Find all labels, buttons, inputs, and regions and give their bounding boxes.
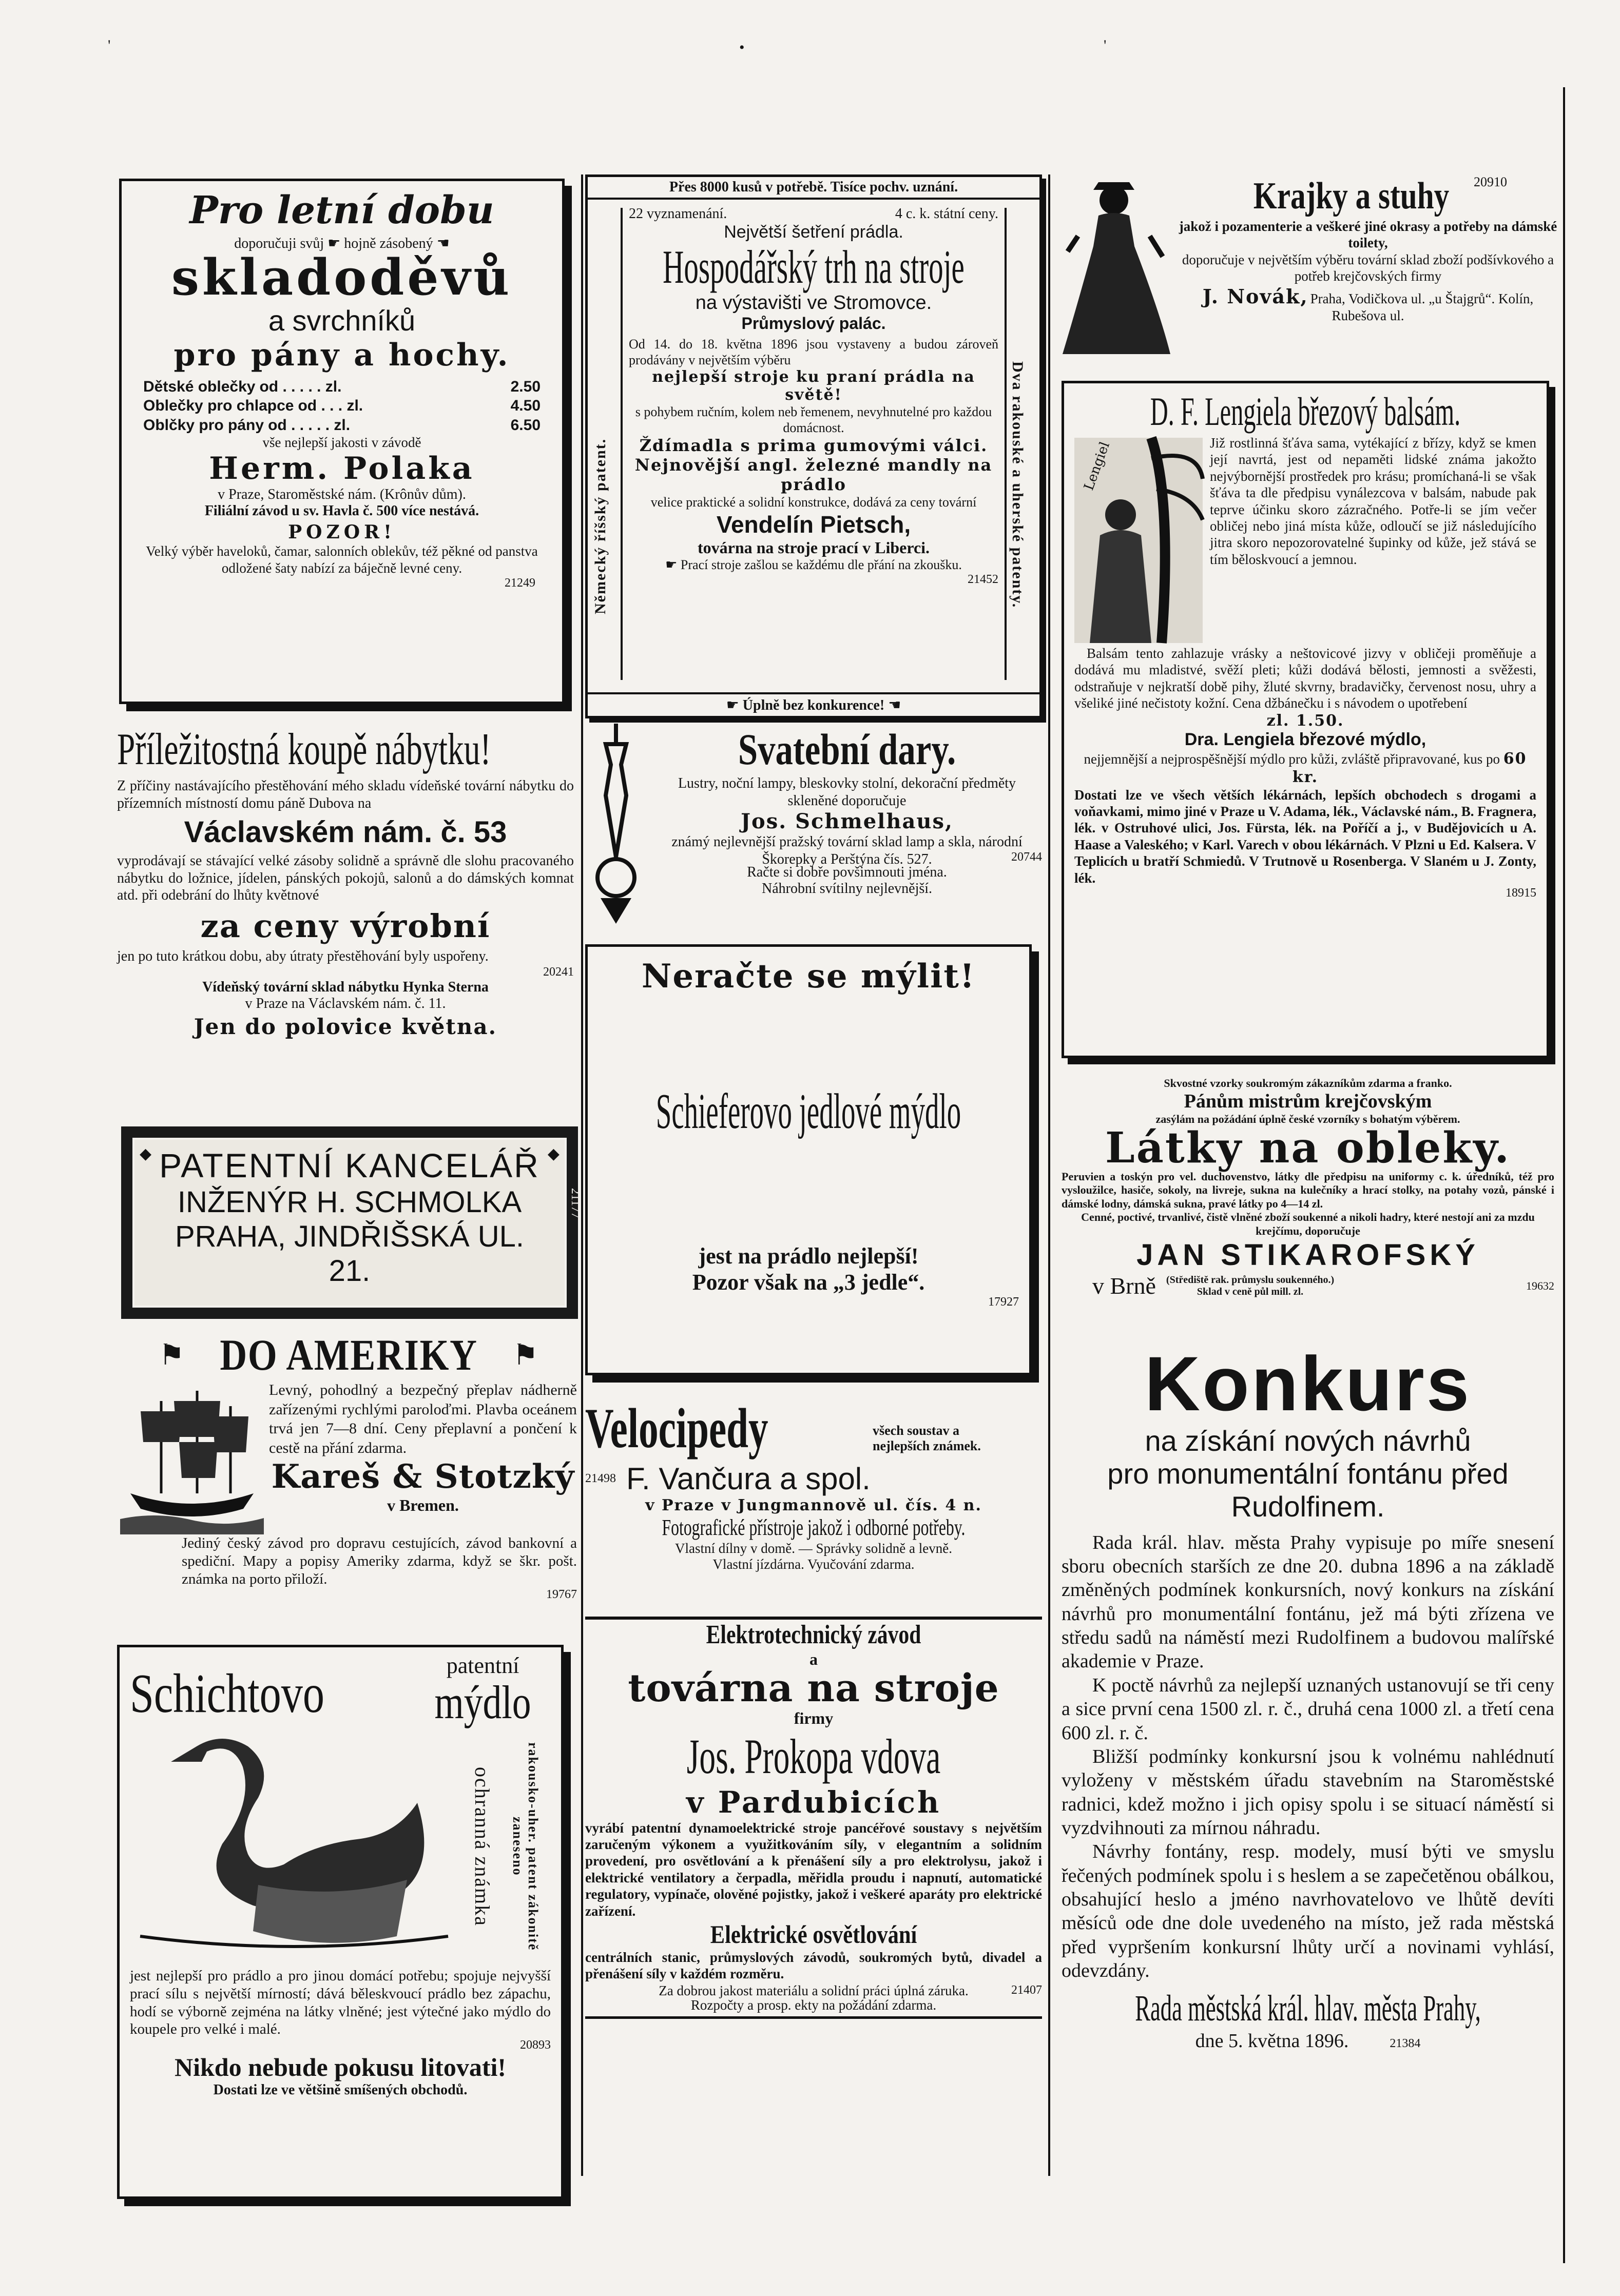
notice-subtitle: pro monumentální fontánu před [1107,1457,1509,1490]
ad-highlight: Nejnovější angl. železné mandly na prádlo [634,455,993,495]
ad-text: Z příčiny nastávajícího přestěhování mého skladu vídeňské tovární nábytku do přízemních místností domu páně Dubova na [117,778,574,811]
ad-number: 19632 [1526,1279,1554,1292]
lady-in-dress-icon [1057,180,1175,364]
firm-name: Jos. Prokopa vdova [686,1728,941,1784]
ad-top-line: Přes 8000 kusů v potřebě. Tisíce pochv. uznání. [588,177,1039,200]
ad-title: Neračte se mýlit! [641,957,976,996]
price: 60 kr. [1292,749,1527,786]
ad-closing: Jen do polovice května. [194,1014,497,1039]
ad-title: Hospodářský trh na stroje [663,241,965,293]
ad-text: známý nejlevnější pražský tovární sklad lamp a skla, národní Škorepky a Perštýna čís. 527. [671,834,1023,867]
ad-text: a [809,1650,818,1668]
ad-title: Pro letní dobu [189,188,494,232]
column-rule [581,174,583,2176]
patent-label: Dva rakouské a uherské patenty. [1009,361,1026,609]
address: v Brně [1092,1273,1156,1299]
ad-title: DO AMERIKY [219,1330,478,1379]
flag-ornament-icon: ⚑ [512,1339,538,1371]
ad-text: 4 c. k. státní ceny. [895,206,998,222]
ad-schichtovo-mydlo [117,1645,564,2199]
address: továrna na stroje prací v Liberci. [697,538,930,557]
ad-text: 22 vyznamenání. [629,206,727,222]
ad-title: Příležitostná koupě nábytku! [117,725,491,774]
sailing-ship-icon [120,1380,264,1534]
ad-text: velice praktické a solidní konstrukce, dodává za ceny tovární [650,495,977,510]
ad-text: s pohybem ručním, kolem neb řemenem, nevyhnutelné pro každou domácnost. [635,404,992,436]
pointing-hand-icon: ☛ [726,696,739,713]
ad-text: jest nejlepší pro prádlo a pro jinou domácí potřebu; spojuje nejvyšší prací sílu s největší mírností; dává běleskvoucí prádlo bez zápachu, hodí se výborně zejména na látky vlněné; jest výtečné jako mýdlo do koupele pro velké i malé. [130,1968,551,2038]
ad-number: 20893 [520,2038,551,2052]
ad-subtitle: pro pány a hochy. [173,337,510,373]
hanging-lamp-icon [585,724,647,934]
ad-text: Levný, pohodlný a bezpečný přeplav nádherně zařízenými rychlými paroloďmi. Plavba oceánem trvá jen 7—8 dní. Ceny přeplavní a pončení k cestě na přání zdarma. [269,1382,577,1456]
notice-konkurs [1062,1340,1554,2206]
inner-rule [1005,208,1007,680]
ad-number: 18915 [1506,886,1536,900]
pointing-hand-icon: ☛ [665,557,678,573]
trademark-label: ochranná známka [471,1766,494,1927]
ad-subtitle: a svrchníků [268,304,416,337]
ad-text: Velký výběr haveloků, čamar, salonních oblekův, též pěkné od panstva odložené šaty nabízí za báječně levné ceny. [146,543,538,576]
pointing-hand-icon: ☚ [888,696,901,713]
address: Praha, Vodičkova ul. „u Štajgrů“. Kolín, Rubešova ul. [1310,290,1534,323]
ad-patentni-kancelar [121,1126,582,1319]
ad-line: INŽENÝR H. SCHMOLKA [177,1185,522,1219]
ad-text: nejlepších známek. [873,1438,981,1453]
ad-text: Průmyslový palác. [741,314,886,333]
notice-date: dne 5. května 1896. [1195,2030,1349,2052]
ad-text: Balsám tento zahlazuje vrásky a neštovicové jizvy v obličeji proměňuje a dodává mu mladistvé, svěží pleti; kůži dodává bělosti, jemnosti a svěžesti, odstraňuje v nejkratší době pihy, žluté skvrny, bradavičky, červenost nosu, uhry a všeliké jiné nečistoty kožní. Cena džbánečku i s návodem o upotřebení [1074,646,1536,711]
ad-text: Dostati lze ve všech větších lékárnách, lepších obchodech s drogami a voňavkami, mimo jiné v Praze u V. Adama, lék., Václavské nám., B. Fragnera, lék. v Ostruhové ulici, Jos. Fürsta, lék. na Poříčí a j., v Budějovicích u A. Haase a Valeského; v Karl. Varech v obou lékárnách. V Plzni u Ed. Kalsera. V Teplicích u bratří Schmiedů. V Trutnově u Rosenberga. V Slaném u J. Zonty, lék. [1074,787,1536,886]
pointing-hand-icon: ☚ [436,235,450,251]
firm-name: Herm. Polaka [209,451,475,487]
ad-title: Látky na obleky. [1105,1123,1511,1173]
ad-title: Elektrotechnický závod [706,1620,921,1649]
ad-text: Cenné, poctivé, trvanlivé, čistě vlněné zboží soukenné a nikoli hadry, které nestojí ani za mzdu krejčímu, doporučuje [1081,1211,1535,1237]
ad-number: 21249 [505,576,535,590]
ad-line: PATENTNÍ KANCELÁŘ [159,1146,540,1184]
firm-name: Vídeňský tovární sklad nábytku Hynka Sterna [202,979,489,995]
price-row: Dětské oblečky od . . . . . zl. 2.50 [143,378,541,395]
ad-text: Vlastní jízdárna. Vyučování zdarma. [712,1556,915,1572]
swan-icon [130,1731,458,1962]
ad-heading: Dra. Lengiela březové mýdlo, [1184,729,1426,749]
page-mark: ' [1104,37,1107,54]
ad-number: 21384 [1390,2036,1421,2050]
ad-text: Za dobrou jakost materiálu a solidní práci úplná záruka. [659,1982,969,1998]
ad-text: doporučuje v největším výběru tovární sklad zboží podšívkového a potřeb krejčovských firmy [1182,251,1554,284]
notice-text: Návrhy fontány, resp. modely, musí býti ve smyslu řečených podmínek spolu i s heslem a se zapečetěnou obálkou, obsahující heslo a jméno navrhovatelovo ve lhůtě devíti měsíců ode dne dole uvedeného na místo, jež rada městská před vypršením konkursní lhůty určí a novinami vyhlásí, odevzdány. [1062,1841,1554,1982]
intro-text: hojně zásobený [344,236,433,251]
ad-text: vyrábí patentní dynamoelektrické stroje pancéřové soustavy s největším zaručeným výkonem a využitkováním síly, v elegantním a solidním provedení, pro osvětlování a k přenášení síly a pro elektrolysu, jakož i elektrické ventilatory a čerpadla, měřidla proudu i napnutí, automatické regulatory, vypínače, olověné pojistky, jakož i veškeré aparáty pro elektrické zařízení. [585,1820,1042,1919]
ad-number: 20241 [543,965,574,979]
ad-number: 20744 [1011,850,1042,864]
ad-lengiel-balsam [1062,381,1549,1058]
column-rule [1048,174,1050,2176]
page-edge-rule [1563,87,1565,2263]
firm-name: J. Novák, [1202,284,1308,308]
ad-text: Vlastní dílny v domě. — Správky solidně a levně. [675,1541,952,1556]
notice-signature: Rada městská král. hlav. města Prahy, [1135,1987,1481,2029]
price-row: Oblečky pro chlapce od . . . zl. 4.50 [143,397,541,415]
ad-text: vše nejlepší jakosti v závodě [262,435,421,451]
ad-bottom-line: Úplně bez konkurence! [742,697,885,713]
firm-name: Kareš & Stotzký [271,1457,575,1496]
firm-name: Vendelín Pietsch, [716,511,911,538]
ad-number: 20910 [1473,174,1507,189]
ad-heading: Elektrické osvětlování [710,1920,917,1949]
ad-prokop-vdova [585,1617,1042,2181]
ad-text: nejjemnější a nejprospěšnější mýdlo pro kůži, zvláště připravované, kus po [1084,751,1500,767]
corner-ornament-icon: ◆ [140,1145,152,1162]
ad-highlight: Ždímadla s prima gumovými válci. [639,436,988,456]
ad-text: Lustry, noční lampy, bleskovky stolní, dekorační předměty skleněné doporučuje [678,775,1016,809]
ad-headline: továrna na stroje [628,1666,999,1710]
ad-text: centrálních stanic, průmyslových závodů, soukromých bytů, divadel a přenášení síly v každém rozměru. [585,1950,1042,1982]
ad-text: na výstavišti ve Stromovce. [695,291,932,314]
corner-ornament-icon: ◆ [547,1145,560,1162]
patent-label: Německý říšský patent. [592,438,609,614]
ad-text: jakož i pozamenterie a veškeré jiné okrasy a potřeby na dámské toilety, [1179,219,1557,251]
ad-title: Velocipedy [585,1397,768,1460]
ad-number: 21177 [569,1188,582,1219]
ad-subtitle: patentní [446,1653,519,1678]
ad-text: Náhrobní svítilny nejlevnější. [761,881,933,897]
ad-headline: za ceny výrobní [200,907,491,945]
firm-name: JAN STIKAROFSKÝ [1136,1238,1479,1272]
price-row: Oblčky pro pány od . . . . . zl. 6.50 [143,416,541,434]
ad-text: jen po tuto krátkou dobu, aby útraty přestěhování byly uspořeny. [117,948,489,964]
ad-svatebni-dary [585,724,1042,939]
ad-slogan: jest na prádlo nejlepší! [698,1243,919,1269]
ad-heading: POZOR! [288,521,396,543]
woman-with-tree-icon [1074,438,1203,643]
ad-prilezitostna-koupe [117,724,574,1114]
leaf-label: Lengiel [1081,440,1113,493]
page-mark: ' [108,37,111,54]
ad-text: Od 14. do 18. května 1896 jsou vystaveny a budou zároveň prodávány v největším výběru [629,336,998,367]
ad-text: Peruvien a toskýn pro vel. duchovenstvo, látky dle předpisu na uniformy c. k. úředníků, též pro vysloužilce, hasiče, sokoly, na livreje, sukna na kulečníky a hrací stolky, na potahy vozů, pánské i dámské lodny, dámská sukna, pravé látky po 4—14 zl. [1062,1170,1554,1210]
firm-name: Jos. Schmelhaus, [741,809,953,834]
ad-headline: Schieferovo jedlové mýdlo [655,1084,961,1139]
ad-text: Sklad v ceně půl mill. zl. [1197,1286,1304,1297]
notice-title: Konkurs [1144,1340,1472,1427]
ad-number: 17927 [988,1295,1019,1309]
ad-text: zasýlám na požádání úplně české vzorníky s bohatým výběrem. [1155,1113,1460,1125]
ad-line: PRAHA, JINDŘIŠSKÁ UL. 21. [175,1220,525,1288]
ad-slogan: Pozor však na „3 jedle“. [692,1270,925,1295]
notice-subtitle: na získání nových návrhů [1145,1424,1471,1457]
ad-text: vyprodávají se stávající velké zásoby solidně a správně dle slohu pracovaného nábytku do ložnice, jídelen, pánských pokojů, salonů a do dámských komnat atd. při odebrání do lhůty květnové [117,853,574,904]
ad-number: 21498 [585,1472,616,1485]
address: v Praze na Václavském nám. č. 11. [245,995,446,1011]
ad-title: D. F. Lengiela březový balsám. [1150,389,1461,434]
ad-number: 21452 [968,572,998,586]
ad-text: Rozpočty a prosp. ekty na požádání zdarma. [690,1997,937,2013]
flag-ornament-icon: ⚑ [159,1339,185,1371]
notice-text: K poctě návrhů za nejlepší uznaných ustanovují se tři ceny a sice první cena 1500 zl. r. č., druhá cena 1000 zl. a třetí cena 600 zl. r. č. [1062,1674,1554,1744]
ad-text: všech soustav a [873,1423,960,1438]
address: v Praze v Jungmannově ul. čís. 4 n. [645,1496,982,1514]
firm-name: F. Vančura a spol. [626,1462,871,1496]
ad-heading: Pánům mistrům krejčovským [1184,1091,1432,1112]
ad-krajky-a-stuhy [1057,174,1560,364]
page-mark: • [739,39,745,56]
ad-schieferovo-mydlo [585,944,1032,1375]
ad-stikarofsky-latky [1062,1077,1554,1333]
address: v Bremen. [387,1496,459,1514]
ad-text: (Střediště rak. průmyslu soukenného.) [1166,1274,1335,1286]
ad-subtitle: mýdlo [434,1676,531,1728]
ad-text: Jediný český závod pro dopravu cestujících, závod bankovní a spediční. Mapy a popisy Ameriky zdarma, když se škr. pošt. známka na porto přiloží. [182,1535,577,1587]
ad-text: Již rostlinná šťáva sama, vytékající z břízy, když se kmen její navrtá, jest od nepaměti lidské známa jakožto nejvýbornější prostředek pro krásu; promíchaná-li se však šťáva ta dle předpisu vynálezcova v balsám, nabude pak teprve účinku skoro zázračného. Potře-li se jím večer obličej nebo jiná místa kůže, odloučí se již následujícího jitra skoro nepozorovatelné šupinky od kůže, jež stává se tím běloskvoucí a jemnou. [1210,435,1536,567]
price: zl. 1.50. [1266,711,1344,730]
ad-pro-letni-dobu [119,179,565,704]
pointing-hand-icon: ☛ [327,235,341,251]
inner-rule [621,208,623,680]
ad-hospodarsky-trh [585,174,1042,718]
ad-text: firmy [794,1708,834,1727]
ad-highlight: nejlepší stroje ku praní prádla na světě! [652,367,975,404]
ad-title: Krajky a stuhy [1253,175,1450,217]
notice-subtitle: Rudolfinem. [1231,1490,1385,1523]
ad-headline: skladoděvů [171,248,513,306]
ad-text: Račte si dobře povšimnouti jména. [747,864,947,881]
ad-slogan: Nikdo nebude pokusu litovati! [174,2053,507,2082]
notice-text: Rada král. hlav. města Prahy vypisuje po míře snesení sboru obecních starších ze dne 20. dubna 1896 a na základě změněných podmínek konkursních, nový konkurs na získání návrhů pro monumentální fontánu, jež má býti zřízena ve středu sadů na náměstí mezi Rudolfinem a budovou malířské akademie v Praze. [1062,1531,1554,1672]
ad-number: 19767 [546,1588,577,1602]
address: v Pardubicích [686,1784,941,1820]
ad-text: Skvostné vzorky soukromým zákazníkům zdarma a franko. [1164,1077,1452,1089]
ad-text: Filiální závod u sv. Havla č. 500 více nestává. [204,503,479,519]
address: Václavském nám. č. 53 [184,815,507,849]
ad-title: Svatební dary. [738,725,956,774]
ad-title: Schichtovo [130,1663,325,1724]
ad-text: Největší šetření prádla. [724,222,903,242]
notice-text: Bližší podmínky konkursní jsou k volnému nahlédnutí vyloženy v městském úřadu stavebním na Staroměstské radnici, kdež možno i jich opisy spolu i se situací náměstí si vyzdvihnouti za mírnou náhradu. [1062,1745,1554,1839]
ad-number: 21407 [1011,1983,1042,1997]
ad-do-ameriky [120,1329,577,1627]
ad-closing: Dostati lze ve většině smíšených obchodů. [213,2082,468,2098]
ad-velocipedy [585,1396,1042,1611]
patent-label: rakousko-uher. patent zákonitě zaneseno [510,1742,541,1951]
ad-text: Fotografické přístroje jakož i odborné potřeby. [662,1515,966,1540]
ad-text: Prací stroje zašlou se každému dle přání na zkoušku. [680,557,962,572]
address: v Praze, Staroměstské nám. (Krônův dům). [218,487,466,503]
intro-text: doporučuji svůj [234,236,324,251]
